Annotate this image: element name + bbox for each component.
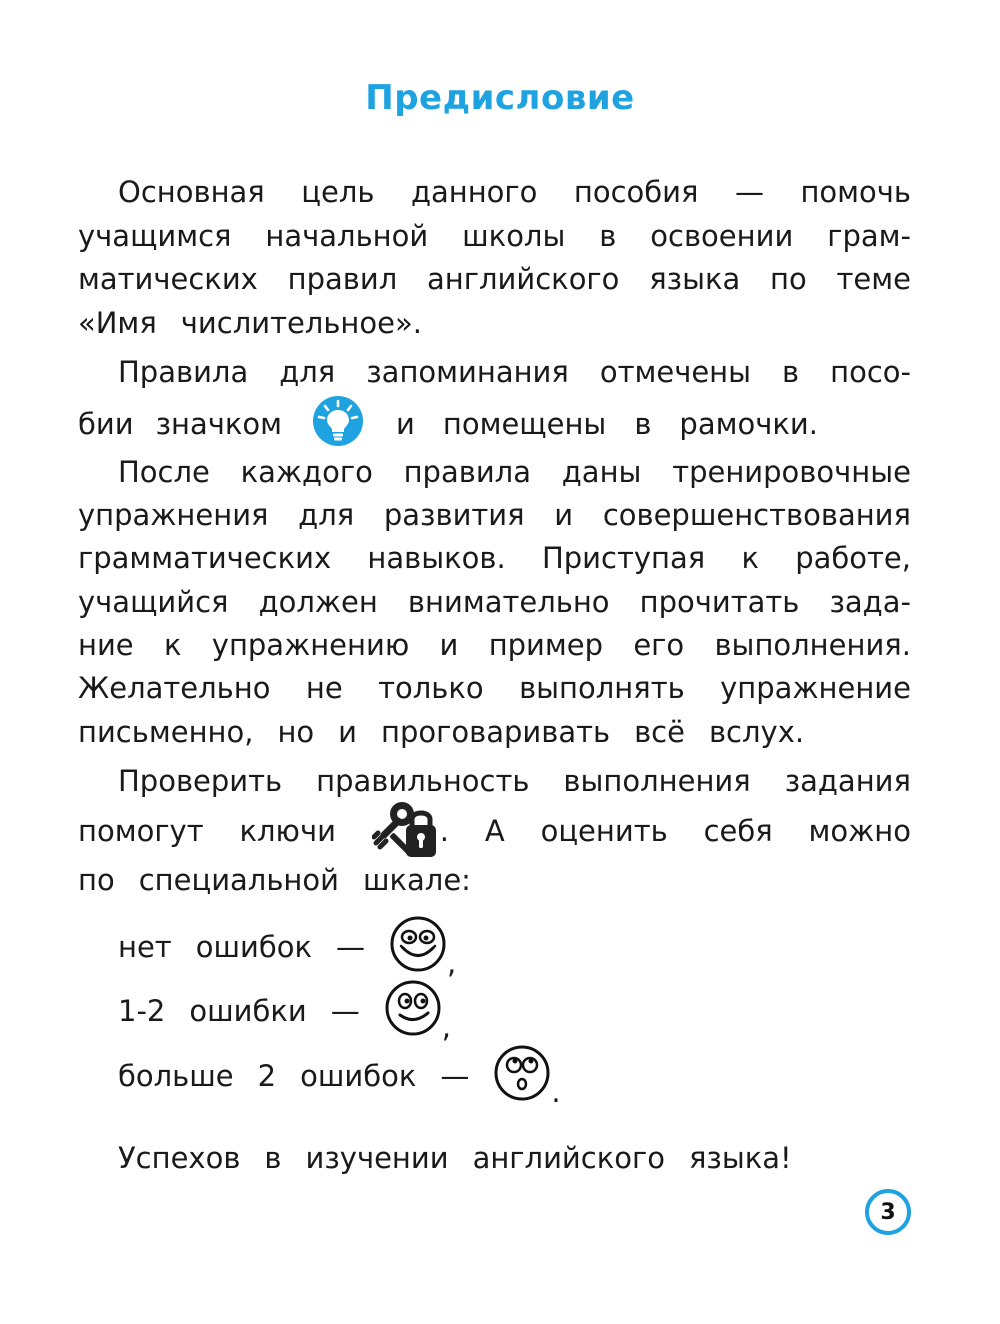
face-group bbox=[493, 1044, 560, 1109]
word: тренировочные bbox=[672, 455, 911, 489]
word: совершенствования bbox=[602, 498, 911, 532]
word: , bbox=[446, 945, 457, 980]
word: даны bbox=[561, 455, 642, 489]
word: английского bbox=[427, 262, 620, 296]
key-icon-group bbox=[372, 797, 449, 866]
word: всё bbox=[634, 715, 685, 749]
word: Основная bbox=[118, 175, 265, 209]
word: английского bbox=[472, 1141, 665, 1175]
paragraph-4-line-2 bbox=[78, 800, 911, 862]
word: языка! bbox=[688, 1141, 792, 1175]
word: бии bbox=[78, 407, 134, 441]
word: можно bbox=[808, 814, 911, 848]
word: не bbox=[305, 671, 343, 705]
scale-item-no-errors bbox=[118, 916, 911, 978]
word: цель bbox=[301, 175, 375, 209]
word: — bbox=[335, 930, 365, 964]
word: грам- bbox=[827, 219, 911, 253]
word: пособия bbox=[573, 175, 699, 209]
word: каждого bbox=[240, 455, 373, 489]
paragraph-1-line-3 bbox=[78, 262, 911, 296]
word: оценить bbox=[540, 814, 668, 848]
word: задания bbox=[784, 764, 911, 798]
word: нет bbox=[118, 930, 172, 964]
word: ние bbox=[78, 628, 134, 662]
thinking-face-icon bbox=[493, 1044, 551, 1109]
word: значком bbox=[155, 407, 283, 441]
word: и bbox=[396, 407, 415, 441]
word: отмечены bbox=[599, 355, 752, 389]
word: Правила bbox=[118, 355, 249, 389]
lightbulb-icon bbox=[312, 395, 364, 454]
word: выполнять bbox=[519, 671, 685, 705]
word: ошибок bbox=[195, 930, 312, 964]
word: упражнению bbox=[211, 628, 410, 662]
word: к bbox=[163, 628, 182, 662]
word: шкале: bbox=[362, 863, 471, 897]
word: школы bbox=[462, 219, 566, 253]
paragraph-1-line-2 bbox=[78, 219, 911, 253]
word: специальной bbox=[138, 863, 339, 897]
word: начальной bbox=[265, 219, 429, 253]
word: развития bbox=[383, 498, 525, 532]
face-group bbox=[389, 915, 456, 980]
face-group bbox=[384, 979, 451, 1044]
paragraph-3-line-4 bbox=[78, 585, 911, 619]
word: и bbox=[439, 628, 459, 662]
word: , bbox=[441, 1009, 451, 1044]
paragraph-3-line-3 bbox=[78, 541, 911, 575]
word: проговаривать bbox=[381, 715, 611, 749]
word: . bbox=[551, 1074, 561, 1109]
word: числительное». bbox=[180, 306, 422, 340]
word: правил bbox=[287, 262, 398, 296]
word: к bbox=[741, 541, 759, 575]
word: для bbox=[298, 498, 355, 532]
word: «Имя bbox=[78, 306, 157, 340]
paragraph-3-line-6 bbox=[78, 671, 911, 705]
paragraph-3-line-2 bbox=[78, 498, 911, 532]
word: работе, bbox=[795, 541, 911, 575]
paragraph-4-line-3 bbox=[78, 863, 911, 897]
page-title: Предисловие bbox=[365, 78, 635, 118]
paragraph-3-line-5 bbox=[78, 628, 911, 662]
word: правильность bbox=[316, 764, 530, 798]
paragraph-3-line-1 bbox=[118, 455, 911, 489]
word: ошибок bbox=[300, 1059, 417, 1093]
word: — bbox=[330, 994, 360, 1028]
word: больше bbox=[118, 1059, 234, 1093]
paragraph-3-line-7 bbox=[78, 715, 911, 749]
word: упражнения bbox=[78, 498, 269, 532]
scale-item-many-errors bbox=[118, 1045, 911, 1107]
closing-line bbox=[118, 1141, 911, 1175]
word: должен bbox=[258, 585, 378, 619]
word: себя bbox=[703, 814, 773, 848]
word: помогут bbox=[78, 814, 204, 848]
word: правила bbox=[403, 455, 531, 489]
word: для bbox=[279, 355, 336, 389]
paragraph-1-line-4 bbox=[78, 306, 911, 340]
word: запоминания bbox=[366, 355, 569, 389]
word: в bbox=[782, 355, 800, 389]
word: выполнения bbox=[563, 764, 751, 798]
word: зада- bbox=[829, 585, 911, 619]
word: — bbox=[734, 175, 764, 209]
word: по bbox=[770, 262, 807, 296]
word: теме bbox=[836, 262, 911, 296]
word: в bbox=[264, 1141, 282, 1175]
word: учащийся bbox=[78, 585, 229, 619]
word: языка bbox=[649, 262, 741, 296]
word: матических bbox=[78, 262, 258, 296]
word: в bbox=[634, 407, 652, 441]
key-lock-icon bbox=[372, 797, 436, 866]
word: После bbox=[118, 455, 210, 489]
word: грамматических bbox=[78, 541, 332, 575]
paragraph-2-line-2 bbox=[78, 400, 911, 448]
word: Проверить bbox=[118, 764, 283, 798]
word: внимательно bbox=[407, 585, 610, 619]
word: но bbox=[277, 715, 315, 749]
scale-item-few-errors bbox=[118, 980, 911, 1042]
word: Приступая bbox=[541, 541, 706, 575]
word: пример bbox=[488, 628, 604, 662]
smiling-face-icon bbox=[384, 979, 442, 1044]
word: 1-2 bbox=[118, 994, 166, 1028]
word: выполнения. bbox=[714, 628, 911, 662]
word: и bbox=[554, 498, 574, 532]
word: освоении bbox=[650, 219, 794, 253]
word: помочь bbox=[800, 175, 911, 209]
word: . bbox=[439, 814, 450, 848]
word: Успехов bbox=[118, 1141, 241, 1175]
word: ключи bbox=[239, 814, 336, 848]
word: помещены bbox=[442, 407, 607, 441]
happy-face-icon bbox=[389, 915, 447, 980]
word: данного bbox=[410, 175, 538, 209]
word: прочитать bbox=[639, 585, 800, 619]
word: посо- bbox=[830, 355, 911, 389]
paragraph-1-line-1 bbox=[118, 175, 911, 209]
paragraph-2-line-1 bbox=[118, 355, 911, 389]
word: по bbox=[78, 863, 115, 897]
word: учащимся bbox=[78, 219, 232, 253]
word: 2 bbox=[257, 1059, 277, 1093]
paragraph-4-line-1 bbox=[118, 764, 911, 798]
word: упражнение bbox=[720, 671, 911, 705]
page-number: 3 bbox=[865, 1189, 911, 1235]
word: А bbox=[484, 814, 505, 848]
word: и bbox=[338, 715, 358, 749]
word: вслух. bbox=[708, 715, 805, 749]
word: рамочки. bbox=[679, 407, 818, 441]
word: Желательно bbox=[78, 671, 271, 705]
word: письменно, bbox=[78, 715, 254, 749]
word: ошибки bbox=[189, 994, 307, 1028]
word: только bbox=[378, 671, 484, 705]
word: навыков. bbox=[367, 541, 506, 575]
word: изучении bbox=[305, 1141, 449, 1175]
word: в bbox=[599, 219, 617, 253]
word: — bbox=[440, 1059, 470, 1093]
word: его bbox=[633, 628, 685, 662]
